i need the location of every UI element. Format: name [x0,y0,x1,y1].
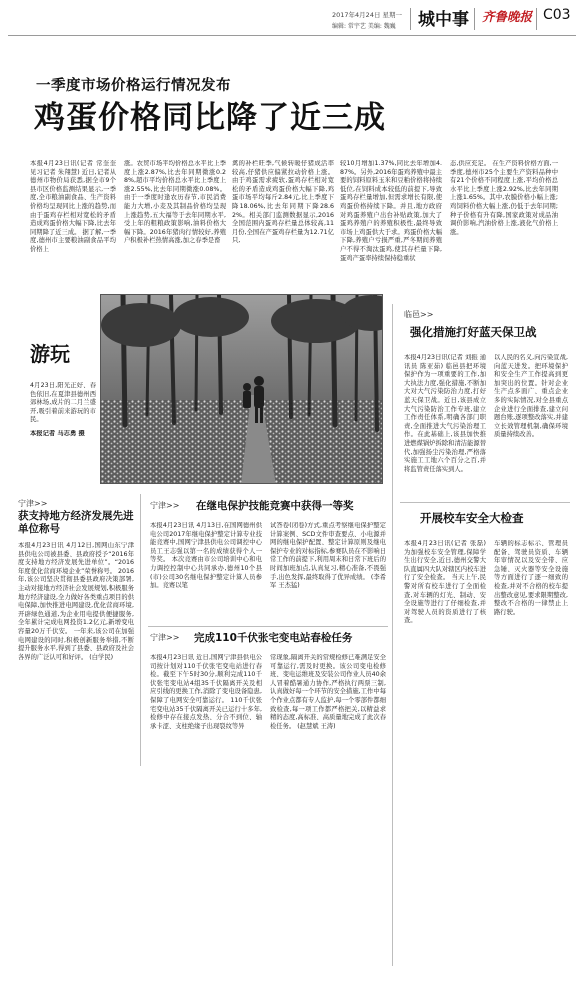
competition-column-1: 本报4月23日讯 4月13日,在国网德州供电公司2017年继电保护整定计算专业技能竞赛中,国网宁津县供电公司调控中心员工王志强以第一名的成绩获得个人一等奖。 本次竞赛由市公司培训中心和电力调控控制中心共同承办,德州10个县(市)公司30名继电保护整定计算人员参加。竞赛以笔 [150,522,262,590]
school-bus-column-2: 车辆的标志标示、管理员配备、驾驶员资质、车辆年审情况以及安全带、应急锤、灭火器等安全设施等方面进行了逐一细致的检查,并对不合格的校车提出整改意见,要求限期整改,整改不合格的一律禁止上路行驶。 [494,540,568,616]
school-bus-column-1: 本报4月23日讯(记者 张磊) 为加强校车安全管理,保障学生出行安全,近日,德州交警大队直属四大队对辖区内校车进行了安全检查。 当天上午,民警对所有校车进行了全面检查,对车辆的灯光、制动、安全设施等进行了仔细检查,并对驾驶人员的资质进行了核查。 [404,540,486,625]
photo-caption: 4月23日,阳光正好、春色依旧,在夏津县德州西郊林场,成片的二月兰盛开,吸引着前来游玩的市民。 [30,382,96,424]
linyi-headline: 强化措施打好蓝天保卫战 [410,325,537,339]
header-divider [474,8,475,30]
linyi-tag: 临邑>> [404,310,434,319]
ningjin-tag: 宁津>> [18,499,48,508]
issue-date: 2017年4月24日 星期一 [332,11,403,19]
section-title: 城中事 [418,10,469,30]
editor-credit: 编辑: 常宇艺 美编: 魏巍 [332,23,396,30]
column-divider [392,304,393,966]
substation-tag: 宁津>> [150,633,180,642]
section-rule [148,626,388,627]
lead-headline: 鸡蛋价格同比降了近三成 [34,100,386,136]
competition-tag: 宁津>> [150,501,180,510]
lead-column-4: 较10月增加1.37%,同比去年增加4.87%。另外,2016年蛋鸡养殖中最主要的饲料原料玉米和豆粕价格将持续低位,在饲料成本较低的前提下,导致蛋鸡存栏量增加,但需求增长有限,使鸡蛋价格持续下降。并且,地方政府对鸡蛋养殖户出台补贴政策,加大了蛋鸡养殖户的养殖积极性,最终导致市场上鸡蛋供大于求。鸡蛋价格大幅下降,养殖户亏损严重,严冬期间养殖户不得不淘汰蛋鸡,使其存栏量下降,蛋鸡产蛋率持续保持稳重状 [340,160,442,262]
page-number: C03 [543,7,571,23]
lead-column-3: 禽的补栏旺季,气候转暖仔猪成活率较高,仔猪供应偏紧拉动价格上涨。 由于鸡蛋需求疲软,蛋鸡存栏相对宽松的矛盾造成鸡蛋价格大幅下降,鸡蛋市场平均每斤2.84元,比上季度下降18.06%,比去年同期下降28.62%。相关部门监测数据显示,2016全国范围内蛋鸡存栏量总体较高,11月份,全国在产蛋鸡存栏量为12.71亿只, [232,160,334,245]
lead-column-2: 涨。农贸市场平均价格总水平比上季度上涨2.87%,比去年同期微涨0.28%,超市平均价格总水平比上季度上涨2.55%,比去年同期微涨0.08%。由于一季度时逢农历春节,市民消费能力大增,小麦及其制品价格均呈现上涨趋势,五大福等于去年同期水平,受上年的粗粮政策影响,油料价格大幅下降。2016年猪肉行情较好,养殖户积极补栏热情高涨,加之春季是畜 [124,160,226,245]
school-bus-headline: 开展校车安全大检查 [420,511,524,525]
lead-pretitle: 一季度市场价格运行情况发布 [36,78,231,94]
header-rule [8,35,576,36]
competition-column-2: 试答卷(闭卷)方式,重点考察继电保护整定计算案例、SCD文件审查要点、小电源并网的继电保护配置、整定计算原则及继电保护专业的对标指标,参赛队员在不影响日常工作的前提下,利用周末和日常下班后的时间加班加点,认真复习,精心准备,不畏强手,出色发挥,最终取得了优异成绩。 (李希军 王杰猛) [270,522,386,590]
lead-column-5: 态,供应充足。 在生产资料价格方面,一季度,德州市25个主要生产资料品种中有21个价格不同程度上涨,平均价格总水平比上季度上涨2.92%,比去年同期上涨1.65%。其中,农膜价格小幅上涨;鸡饲料价格大幅上涨,仍低于去年同期;种子价格有升有降,国家政策对成品油调价影响,汽油价格上涨,液化气价格上涨。 [450,160,558,236]
substation-column-2: 常现象,隔离开关的常规检修已难满足安全可靠运行,需及时更换。该公司变电检修班、变电运维班及安装公司作业人员40余人冒着酷暑通力协作,严格执行两票三制,认真做好每一个环节的安全措施,工作中每个作业点都有专人监护,每一个零部件都细致检查,每一项工作都严格把关,以精益求精的态度,高标准、高质量地完成了此次春检任务。 (赵慧斌 王涛) [270,654,386,730]
header-divider [536,8,537,30]
competition-headline: 在继电保护技能竞赛中获得一等奖 [196,500,354,512]
linyi-column-2: 以人民的名义,向污染宣战,向蓝天进发。把环境保护和安全生产工作提高到更加突出的位置。针对企业生产点多面广、重点企业多的实际情况,对全县重点企业进行全面排查,建立问题台账,逐项整改落实,并建立长效管理机制,确保环境质量持续改善。 [494,354,568,439]
column-divider [140,494,141,766]
header-divider [410,8,411,30]
forest-photo-image [101,295,383,484]
lead-column-1: 本报4月23日讯(记者 常奎奎 见习记者 朱翔慧) 近日,记者从德州市物价局获悉,据全市9个县市区价格监测结果显示,一季度,全市粮油副食品、生产资料价格均呈现同比上涨的趋势,而由于蛋鸡存栏相对宽松的矛盾造成鸡蛋价格大幅下降,比去年同期降了近三成。 据了解,一季度,德州市主要粮油副食品平均价格上 [30,160,116,253]
ningjin-headline: 获支持地方经济发展先进单位称号 [18,510,134,535]
paper-logo: 齐鲁晚报 [482,9,533,24]
substation-column-1: 本报4月23日讯 近日,国网宁津县供电公司按计划对110千伏张宅变电站进行春检。截至下午5时30分,顺利完成110千伏张宅变电站4组35千伏隔离开关及相应引线的更换工作,消除了变电设备隐患,保障了电网安全可靠运行。 110千伏张宅变电站35千伏隔离开关已运行十多年,检修中存在接点发热、分合不到位、轴承卡涩、支柱绝缘子出现裂纹等异 [150,654,262,730]
substation-headline: 完成110千伏张宅变电站春检任务 [194,632,353,644]
section-rule [400,502,570,503]
photo-credit: 本报记者 马志勇 摄 [30,430,85,437]
photo-story-heading: 游玩 [30,342,70,366]
ningjin-body: 本报4月23日讯 4月12日,国网山东宁津县供电公司被县委、县政府授予“2016年度支持地方经济发展先进单位”。“2016年度优化营商环境企业”荣誉称号。 2016年,该公司坚决贯彻县委县政府决策部署,主动对接地方经济社会发展规划,积极服务地方经济建设,全力做好各类重点项目的供电保障,加快推进电网建设,优化营商环境,开辟绿色通道,为企业用电提供便捷服务,全年累计完成电网投资1.2亿元,新增变电容量20万千伏安。 一年来,该公司在加强电网建设的同时,积极创新服务举措,不断提升服务水平,得到了县委、县政府及社会各界的广泛认可和好评。 (白学民) [18,542,134,661]
forest-photo [100,294,383,484]
linyi-column-1: 本报4月23日讯(记者 刘振 通讯员 陈亚茹) 临邑县把环境保护作为一项重要的工作,加大执法力度,强化措施,不断加大对大气污染防治力度,打好蓝天保卫战。近日,该县成立大气污染防治工作专班,建立工作责任体系,明确各部门职责,全面推进大气污染治理工作。在此基础上,该县加快推进燃煤锅炉拆除和清洁能源替代,加强扬尘污染治理,严格落实施工工地六个百分之百,并将监管责任落实到人。 [404,354,486,473]
